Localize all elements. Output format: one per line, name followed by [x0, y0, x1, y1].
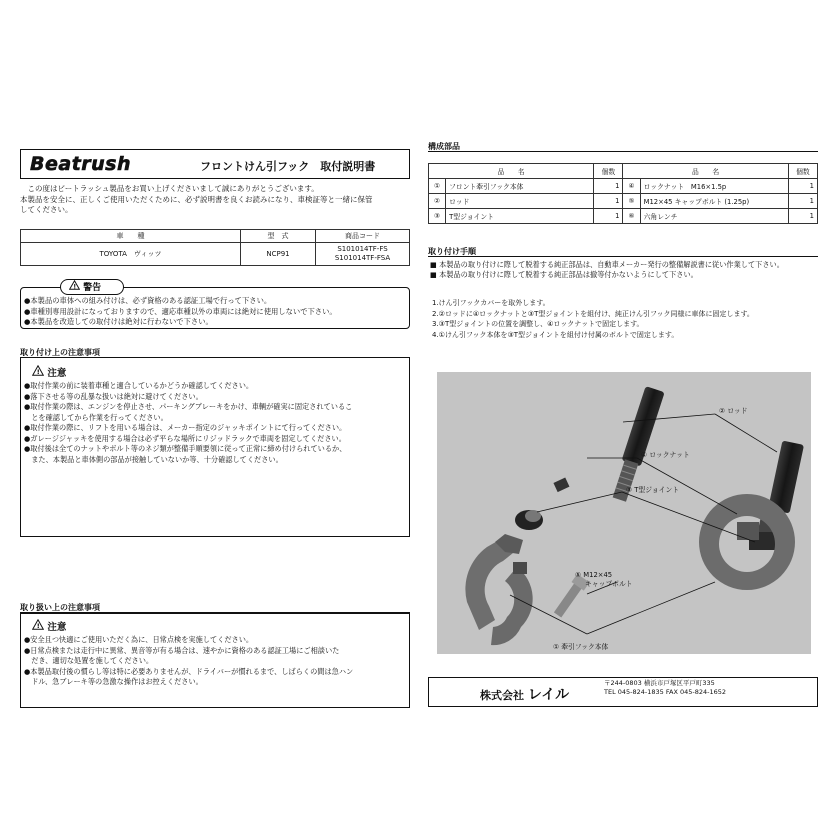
header-qty: 個数: [788, 164, 817, 179]
installation-cautions-list: [24, 381, 409, 465]
header-part-name: 品 名: [429, 164, 594, 179]
install-notes: [430, 260, 820, 280]
company-address: 〒244-0803 横浜市戸塚区平戸町335: [604, 679, 715, 687]
handling-cautions-list: [24, 635, 409, 688]
header-part-name: 品 名: [623, 164, 788, 179]
section-divider: [428, 151, 818, 152]
brand-logo: [30, 153, 131, 175]
product-code: S101014TF-FS: [337, 245, 388, 253]
header-model: 型 式: [241, 230, 316, 243]
part-number: ②: [429, 194, 446, 209]
callout-rod: ② ロッド: [719, 407, 748, 415]
cell-car: TOYOTA ヴィッツ: [21, 243, 241, 266]
list-item: とを確認してから作業を行ってください。: [24, 412, 168, 422]
part-number: ⑥: [623, 209, 640, 224]
part-name: ロックナット M16×1.5p: [640, 179, 788, 194]
intro-line: この度はビートラッシュ製品をお買い上げくださいまして誠にありがとうございます。: [20, 184, 319, 193]
assembled-hook: [699, 440, 804, 590]
list-item: ●取付作業の際に、リフトを用いる場合は、メーカー指定のジャッキポイントにて行ってください。: [24, 423, 347, 432]
install-steps-heading: 取り付け手順: [428, 247, 476, 256]
product-code: S101014TF-FSA: [334, 254, 391, 262]
callout-cap-bolt-line: ⑤ M12×45: [575, 571, 613, 579]
list-item: また、本製品と車体側の部品が接触していないか等、十分確認してください。: [24, 454, 283, 464]
svg-text:!: !: [73, 283, 77, 290]
cell-code: [316, 243, 410, 266]
part-qty: 1: [594, 209, 623, 224]
cell-model: NCP91: [241, 243, 316, 266]
list-item: ●取付作業の前に装着車種と適合しているかどうか確認してください。: [24, 381, 254, 390]
callout-cap-bolt-line: キャップボルト: [585, 580, 633, 588]
table-header-row: [21, 230, 410, 243]
intro-line: 本製品を安全に、正しくご使用いただくために、必ず説明書を良くお読みになり、車検証等と一緒に保管: [20, 194, 373, 204]
header-car: 車 種: [21, 230, 241, 243]
list-item: 2.②ロッドに④ロックナットと③T型ジョイントを組付け、純正けん引フック同様に車体に固定します。: [432, 309, 754, 318]
list-item: 4.①けん引フック本体を③T型ジョイントを組付け付属のボルトで固定します。: [432, 330, 679, 339]
company-prefix: 株式会社: [480, 689, 524, 702]
list-item: ●本製品を改造しての取付けは絶対に行わないで下さい。: [24, 317, 213, 326]
list-item: ●車種別専用設計になっておりますので、適応車種以外の車両には絶対に使用しないで下さい。: [24, 306, 337, 316]
svg-text:!: !: [36, 368, 40, 376]
table-row: [429, 209, 818, 224]
list-item: ●落下させる等の乱暴な扱いは絶対に避けてください。: [24, 391, 203, 401]
brand-text: Beatrush: [30, 153, 132, 175]
list-item: 1.けん引フックカバーを取外します。: [432, 299, 550, 307]
caution-title: [32, 365, 66, 379]
list-item: ●安全且つ快適にご使用いただく為に、日常点検を実施してください。: [24, 635, 254, 644]
part-qty: 1: [788, 209, 817, 224]
company-name: [480, 684, 569, 704]
handling-cautions-heading: 取り扱い上の注意事項: [20, 603, 100, 612]
company-contact: [604, 679, 726, 697]
header-qty: 個数: [594, 164, 623, 179]
warning-triangle-icon: [69, 280, 80, 290]
caution-triangle-icon: [32, 365, 44, 376]
part-name: M12×45 キャップボルト (1.25p): [640, 194, 788, 209]
table-header-row: [429, 164, 818, 179]
list-item: ●取付後は全てのナットやボルト等のネジ類が整備手順要領に従って正常に締め付けられているか、: [24, 444, 347, 453]
list-item: 3.③T型ジョイントの位置を調整し、④ロックナットで固定します。: [432, 320, 644, 328]
warning-list: [24, 296, 408, 328]
table-row: [21, 243, 410, 266]
install-steps-list: [432, 298, 822, 340]
part-number: ⑤: [623, 194, 640, 209]
list-item: ■ 本製品の取り付けに際して脱着する純正部品は撤等付かないようにして下さい。: [430, 270, 698, 279]
small-nut: [553, 478, 569, 493]
vehicle-spec-table: [20, 229, 410, 266]
callout-locknut: ④ ロックナット: [641, 451, 690, 459]
list-item: ●ガレージジャッキを使用する場合は必ず平らな場所にリジッドラックで車両を固定してください。: [24, 433, 346, 443]
part-qty: 1: [594, 194, 623, 209]
header-code: 商品コード: [316, 230, 410, 243]
document-title: フロントけん引フック 取付説明書: [200, 160, 376, 173]
callout-t-joint: ③ T型ジョイント: [626, 486, 680, 494]
part-number: ①: [429, 179, 446, 194]
warning-title-text: 警告: [83, 283, 102, 293]
intro-line: してください。: [20, 205, 73, 214]
caution-title: [32, 619, 66, 633]
table-row: [429, 194, 818, 209]
list-item: ■ 本製品の取り付けに際して脱着する純正部品は、自動車メーカー発行の整備解説書に従い作業して下さい。: [430, 260, 784, 269]
product-parts-illustration: [437, 372, 811, 654]
part-qty: 1: [594, 179, 623, 194]
caution-title-text: 注意: [47, 368, 67, 379]
callout-cap-bolt: [575, 571, 633, 589]
list-item: だき、適切な処置を施してください。: [24, 656, 154, 665]
part-qty: 1: [788, 194, 817, 209]
part-name: フロント牽引フック本体: [446, 179, 594, 194]
caution-triangle-icon: [32, 619, 44, 630]
caution-title-text: 注意: [47, 622, 67, 633]
part-name: T型ジョイント: [446, 209, 594, 224]
locknut-part: [515, 510, 543, 530]
list-item: ●取付作業の際は、エンジンを停止させ、パーキングブレーキをかけ、車輌が確実に固定されているこ: [24, 402, 353, 411]
table-row: [429, 179, 818, 194]
intro-text: [20, 184, 412, 216]
part-number: ④: [623, 179, 640, 194]
warning-title: [60, 279, 124, 295]
callout-hook-body: ① 牽引フック本体: [553, 643, 609, 651]
company-phone: TEL 045-824-1835 FAX 045-824-1652: [604, 687, 727, 696]
company-brand: レイル: [527, 687, 570, 703]
list-item: ●本製品取付後の慣らし等は特に必要ありませんが、ドライバーが慣れるまで、しばらくの間は急ハン: [24, 666, 354, 676]
list-item: ●本製品の車体への組み付けは、必ず資格のある認証工場で行って下さい。: [24, 296, 272, 305]
parts-table: [428, 163, 818, 224]
product-photo: [437, 372, 811, 654]
parts-heading: 構成部品: [428, 142, 460, 151]
list-item: ●日常点検または走行中に異常、異音等が有る場合は、速やかに資格のある認証工場にご相談いた: [24, 645, 340, 655]
part-name: ロッド: [446, 194, 594, 209]
part-name: 六角レンチ: [640, 209, 788, 224]
list-item: ドル、急ブレーキ等の急激な操作はお控えください。: [24, 677, 203, 686]
section-divider: [428, 256, 818, 257]
installation-cautions-heading: 取り付け上の注意事項: [20, 348, 100, 357]
part-number: ③: [429, 209, 446, 224]
svg-text:!: !: [36, 622, 40, 630]
loose-hook: [465, 534, 532, 645]
part-qty: 1: [788, 179, 817, 194]
